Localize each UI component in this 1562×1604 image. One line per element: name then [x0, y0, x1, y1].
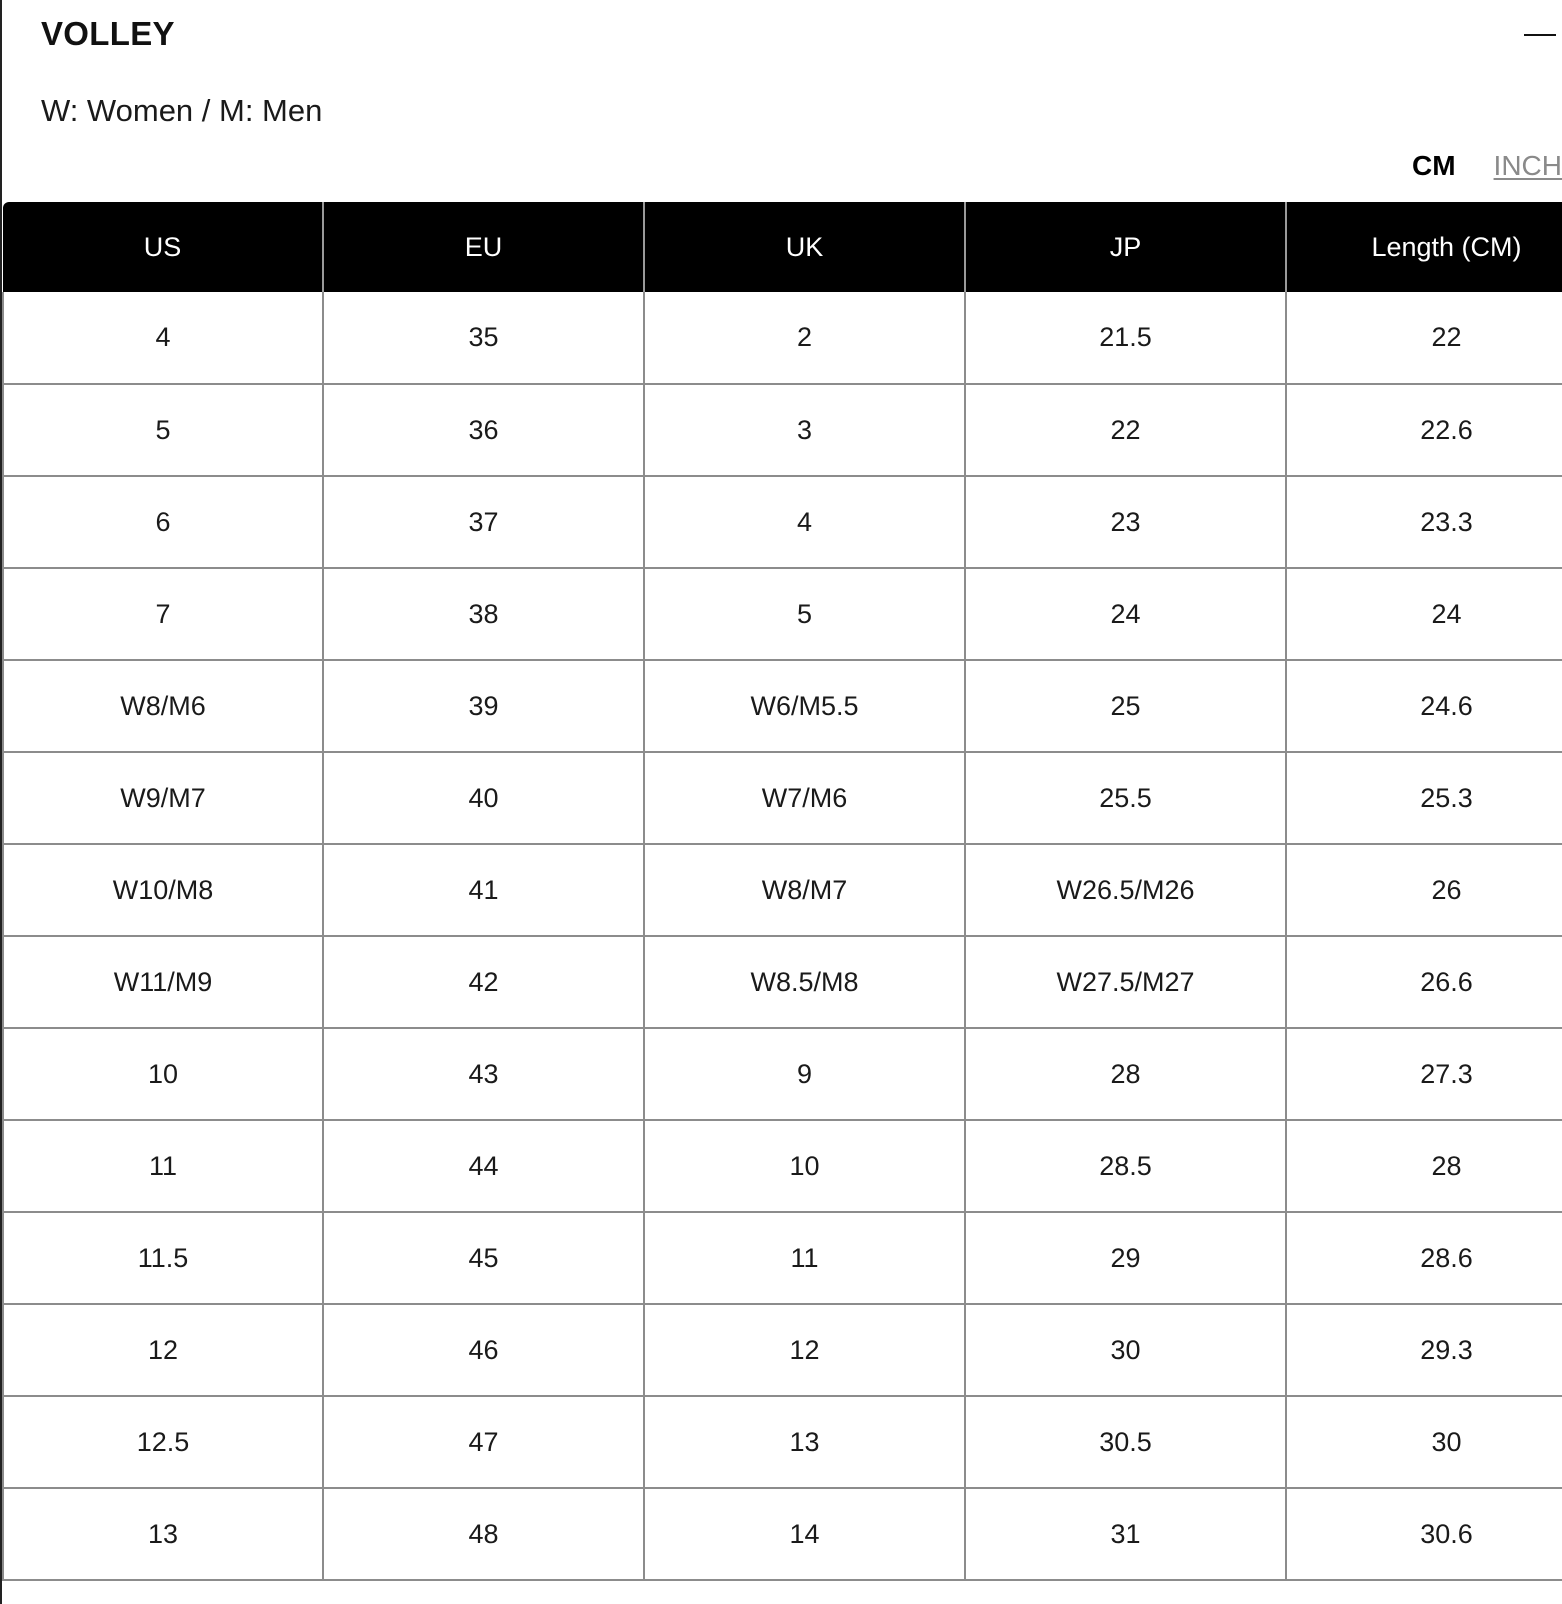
- table-cell-length: 22: [1286, 292, 1562, 384]
- unit-inch-option[interactable]: INCH: [1493, 150, 1562, 181]
- column-header-eu: EU: [323, 202, 644, 292]
- table-cell-eu: 36: [323, 384, 644, 476]
- table-cell-jp: 21.5: [965, 292, 1286, 384]
- table-cell-us: 6: [3, 476, 323, 568]
- table-cell-length: 29.3: [1286, 1304, 1562, 1396]
- table-cell-jp: 24: [965, 568, 1286, 660]
- table-header-row: [3, 202, 1562, 292]
- table-cell-us: 4: [3, 292, 323, 384]
- table-cell-eu: 39: [323, 660, 644, 752]
- minus-icon: [1524, 34, 1556, 36]
- size-table: [2, 202, 1562, 1581]
- table-cell-uk: 10: [644, 1120, 965, 1212]
- table-cell-length: 26.6: [1286, 936, 1562, 1028]
- table-cell-uk: 12: [644, 1304, 965, 1396]
- table-cell-us: W8/M6: [3, 660, 323, 752]
- table-cell-length: 22.6: [1286, 384, 1562, 476]
- table-row: [3, 1120, 1562, 1212]
- column-header-uk: UK: [644, 202, 965, 292]
- table-cell-us: 10: [3, 1028, 323, 1120]
- table-cell-jp: 30.5: [965, 1396, 1286, 1488]
- unit-cm-option[interactable]: CM: [1412, 150, 1456, 181]
- table-row: [3, 1488, 1562, 1580]
- table-cell-uk: 11: [644, 1212, 965, 1304]
- table-cell-eu: 41: [323, 844, 644, 936]
- table-cell-uk: W8/M7: [644, 844, 965, 936]
- table-row: [3, 1304, 1562, 1396]
- table-cell-eu: 45: [323, 1212, 644, 1304]
- table-cell-eu: 38: [323, 568, 644, 660]
- table-cell-length: 26: [1286, 844, 1562, 936]
- table-cell-uk: 2: [644, 292, 965, 384]
- table-cell-jp: 31: [965, 1488, 1286, 1580]
- column-header-jp: JP: [965, 202, 1286, 292]
- table-row: [3, 384, 1562, 476]
- table-cell-us: W11/M9: [3, 936, 323, 1028]
- table-cell-uk: W8.5/M8: [644, 936, 965, 1028]
- table-row: [3, 752, 1562, 844]
- table-row: [3, 844, 1562, 936]
- table-row: [3, 476, 1562, 568]
- table-cell-jp: 30: [965, 1304, 1286, 1396]
- table-cell-eu: 35: [323, 292, 644, 384]
- table-cell-us: 11.5: [3, 1212, 323, 1304]
- table-cell-uk: 14: [644, 1488, 965, 1580]
- table-row: [3, 568, 1562, 660]
- unit-toggle: [1412, 146, 1562, 186]
- table-cell-us: W9/M7: [3, 752, 323, 844]
- table-cell-length: 23.3: [1286, 476, 1562, 568]
- table-row: [3, 1396, 1562, 1488]
- table-cell-eu: 42: [323, 936, 644, 1028]
- table-row: [3, 660, 1562, 752]
- table-cell-uk: W6/M5.5: [644, 660, 965, 752]
- table-body: [3, 292, 1562, 1580]
- table-row: [3, 936, 1562, 1028]
- table-cell-eu: 37: [323, 476, 644, 568]
- table-cell-length: 24.6: [1286, 660, 1562, 752]
- table-cell-us: 7: [3, 568, 323, 660]
- table-cell-length: 28.6: [1286, 1212, 1562, 1304]
- table-cell-eu: 43: [323, 1028, 644, 1120]
- collapse-button[interactable]: [1522, 16, 1556, 52]
- table-cell-jp: 29: [965, 1212, 1286, 1304]
- table-cell-us: 12.5: [3, 1396, 323, 1488]
- table-cell-length: 24: [1286, 568, 1562, 660]
- column-header-length: Length (CM): [1286, 202, 1562, 292]
- table-cell-length: 25.3: [1286, 752, 1562, 844]
- table-cell-jp: W27.5/M27: [965, 936, 1286, 1028]
- table-cell-length: 30: [1286, 1396, 1562, 1488]
- table-cell-jp: 28: [965, 1028, 1286, 1120]
- table-row: [3, 292, 1562, 384]
- table-cell-jp: 25: [965, 660, 1286, 752]
- table-cell-length: 27.3: [1286, 1028, 1562, 1120]
- table-cell-jp: 28.5: [965, 1120, 1286, 1212]
- table-row: [3, 1028, 1562, 1120]
- table-cell-us: 12: [3, 1304, 323, 1396]
- table-cell-uk: 9: [644, 1028, 965, 1120]
- section-title: VOLLEY: [41, 15, 175, 52]
- table-cell-eu: 48: [323, 1488, 644, 1580]
- table-cell-us: 11: [3, 1120, 323, 1212]
- table-cell-uk: 5: [644, 568, 965, 660]
- table-row: [3, 1212, 1562, 1304]
- table-cell-uk: 4: [644, 476, 965, 568]
- table-cell-uk: 13: [644, 1396, 965, 1488]
- table-cell-uk: 3: [644, 384, 965, 476]
- column-header-us: US: [3, 202, 323, 292]
- table-cell-uk: W7/M6: [644, 752, 965, 844]
- table-cell-length: 28: [1286, 1120, 1562, 1212]
- table-cell-us: 5: [3, 384, 323, 476]
- size-chart: [2, 202, 1562, 1581]
- table-cell-eu: 40: [323, 752, 644, 844]
- table-cell-eu: 44: [323, 1120, 644, 1212]
- table-cell-eu: 46: [323, 1304, 644, 1396]
- table-cell-jp: 22: [965, 384, 1286, 476]
- table-cell-jp: W26.5/M26: [965, 844, 1286, 936]
- size-legend: W: Women / M: Men: [41, 93, 323, 128]
- table-cell-us: 13: [3, 1488, 323, 1580]
- table-cell-jp: 23: [965, 476, 1286, 568]
- table-cell-jp: 25.5: [965, 752, 1286, 844]
- table-cell-length: 30.6: [1286, 1488, 1562, 1580]
- table-cell-eu: 47: [323, 1396, 644, 1488]
- table-cell-us: W10/M8: [3, 844, 323, 936]
